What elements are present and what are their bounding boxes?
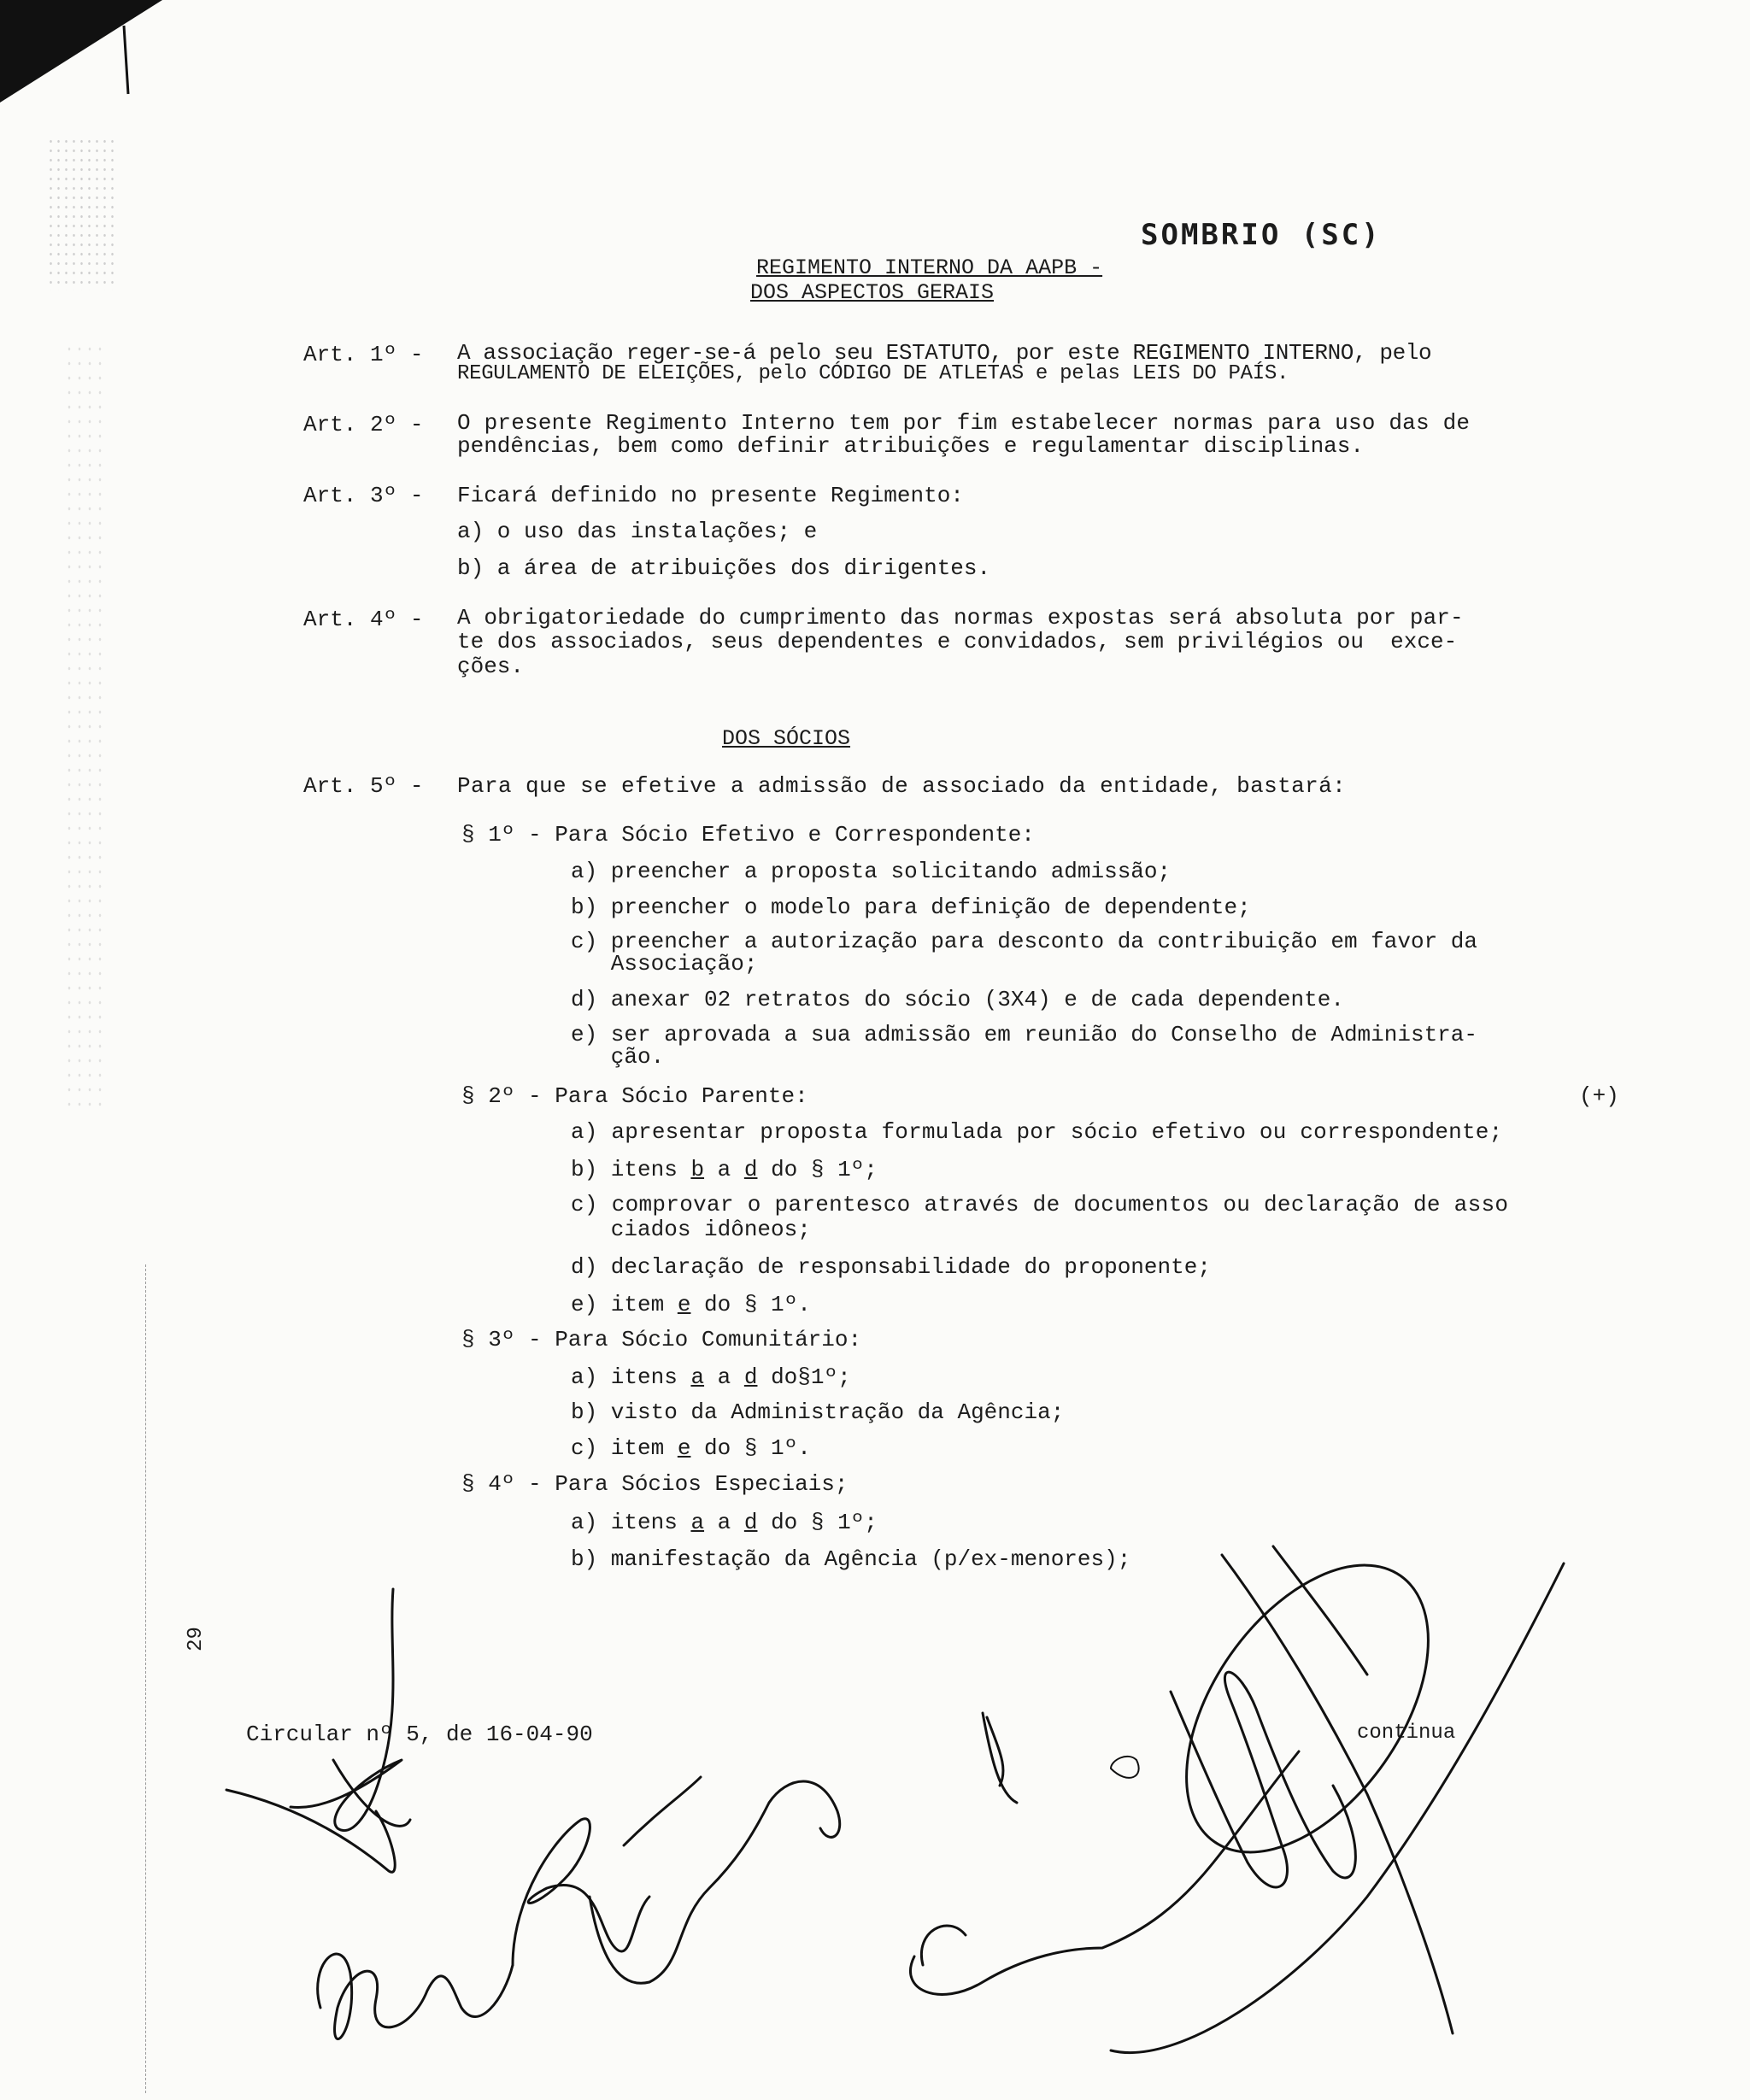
article-5-number: Art. 5º - xyxy=(303,773,424,799)
article-3-item-b: b) a área de atribuições dos dirigentes. xyxy=(457,555,991,581)
article-3-item-a: a) o uso das instalações; e xyxy=(457,519,818,544)
article-5-line1: Para que se efetive a admissão de associado da entidade, bastará: xyxy=(457,773,1347,799)
paragraph-1-title: § 1º - Para Sócio Efetivo e Correspondente: xyxy=(461,822,1035,848)
paragraph-2-item-e: e) item e do § 1º. xyxy=(571,1292,811,1317)
continues-note: continua xyxy=(1357,1722,1456,1745)
article-4-number: Art. 4º - xyxy=(303,607,424,632)
paragraph-1-item-e-line2: ção. xyxy=(571,1044,665,1070)
article-2-number: Art. 2º - xyxy=(303,412,424,437)
circular-reference: Circular nº 5, de 16-04-90 xyxy=(246,1722,593,1747)
paragraph-1-item-c-line1: c) preencher a autorização para desconto da contribuição em favor da xyxy=(571,929,1477,954)
article-1-line1: A associação reger-se-á pelo seu ESTATUTO, por este REGIMENTO INTERNO, pelo xyxy=(457,340,1432,366)
margin-page-number: 29 xyxy=(184,1627,208,1651)
article-1-line2: REGULAMENTO DE ELEIÇÕES, pelo CÓDIGO DE ATLETAS e pelas LEIS DO PAÍS. xyxy=(457,362,1289,385)
article-2-line1: O presente Regimento Interno tem por fim estabelecer normas para uso das de xyxy=(457,410,1471,436)
paragraph-1-item-b: b) preencher o modelo para definição de dependente; xyxy=(571,895,1251,920)
paragraph-2-item-c-line1: c) comprovar o parentesco através de documentos ou declaração de asso xyxy=(571,1192,1509,1217)
article-4-line1: A obrigatoriedade do cumprimento das normas expostas será absoluta por par- xyxy=(457,605,1464,631)
paragraph-1-item-c-line2: Associação; xyxy=(571,951,758,977)
paragraph-2-item-c-line2: ciados idôneos; xyxy=(571,1217,811,1242)
section-heading-members: DOS SÓCIOS xyxy=(722,726,851,751)
paragraph-4-item-a: a) itens a a d do § 1º; xyxy=(571,1510,878,1535)
paragraph-2-title: § 2º - Para Sócio Parente: xyxy=(461,1083,808,1109)
article-4-line2: te dos associados, seus dependentes e convidados, sem privilégios ou exce- xyxy=(457,629,1458,654)
paragraph-4-item-b: b) manifestação da Agência (p/ex-menores); xyxy=(571,1546,1131,1572)
paragraph-1-item-e-line1: e) ser aprovada a sua admissão em reunião do Conselho de Administra- xyxy=(571,1022,1477,1047)
paragraph-2-mark: (+) xyxy=(1579,1083,1619,1109)
paragraph-1-item-a: a) preencher a proposta solicitando admissão; xyxy=(571,859,1172,884)
article-3-line1: Ficará definido no presente Regimento: xyxy=(457,483,964,508)
article-2-line2: pendências, bem como definir atribuições e regulamentar disciplinas. xyxy=(457,433,1364,459)
paragraph-3-item-c: c) item e do § 1º. xyxy=(571,1435,811,1461)
paragraph-2-item-b: b) itens b a d do § 1º; xyxy=(571,1157,878,1182)
paragraph-2-item-d: d) declaração de responsabilidade do proponente; xyxy=(571,1254,1211,1280)
paragraph-3-item-a: a) itens a a d do§1º; xyxy=(571,1364,851,1390)
paragraph-3-item-b: b) visto da Administração da Agência; xyxy=(571,1399,1065,1425)
title-text: REGIMENTO INTERNO DA AAPB - xyxy=(756,255,1103,280)
article-3-number: Art. 3º - xyxy=(303,483,424,508)
article-4-line3: ções. xyxy=(457,654,525,679)
paragraph-2-item-a: a) apresentar proposta formulada por sócio efetivo ou correspondente; xyxy=(571,1119,1503,1145)
paragraph-4-title: § 4º - Para Sócios Especiais; xyxy=(461,1471,849,1497)
paragraph-1-item-d: d) anexar 02 retratos do sócio (3X4) e de cada dependente. xyxy=(571,987,1344,1012)
paragraph-3-title: § 3º - Para Sócio Comunitário: xyxy=(461,1327,862,1352)
location-stamp: SOMBRIO (SC) xyxy=(1141,218,1382,252)
article-1-number: Art. 1º - xyxy=(303,342,424,367)
section-heading-general: DOS ASPECTOS GERAIS xyxy=(750,280,995,305)
